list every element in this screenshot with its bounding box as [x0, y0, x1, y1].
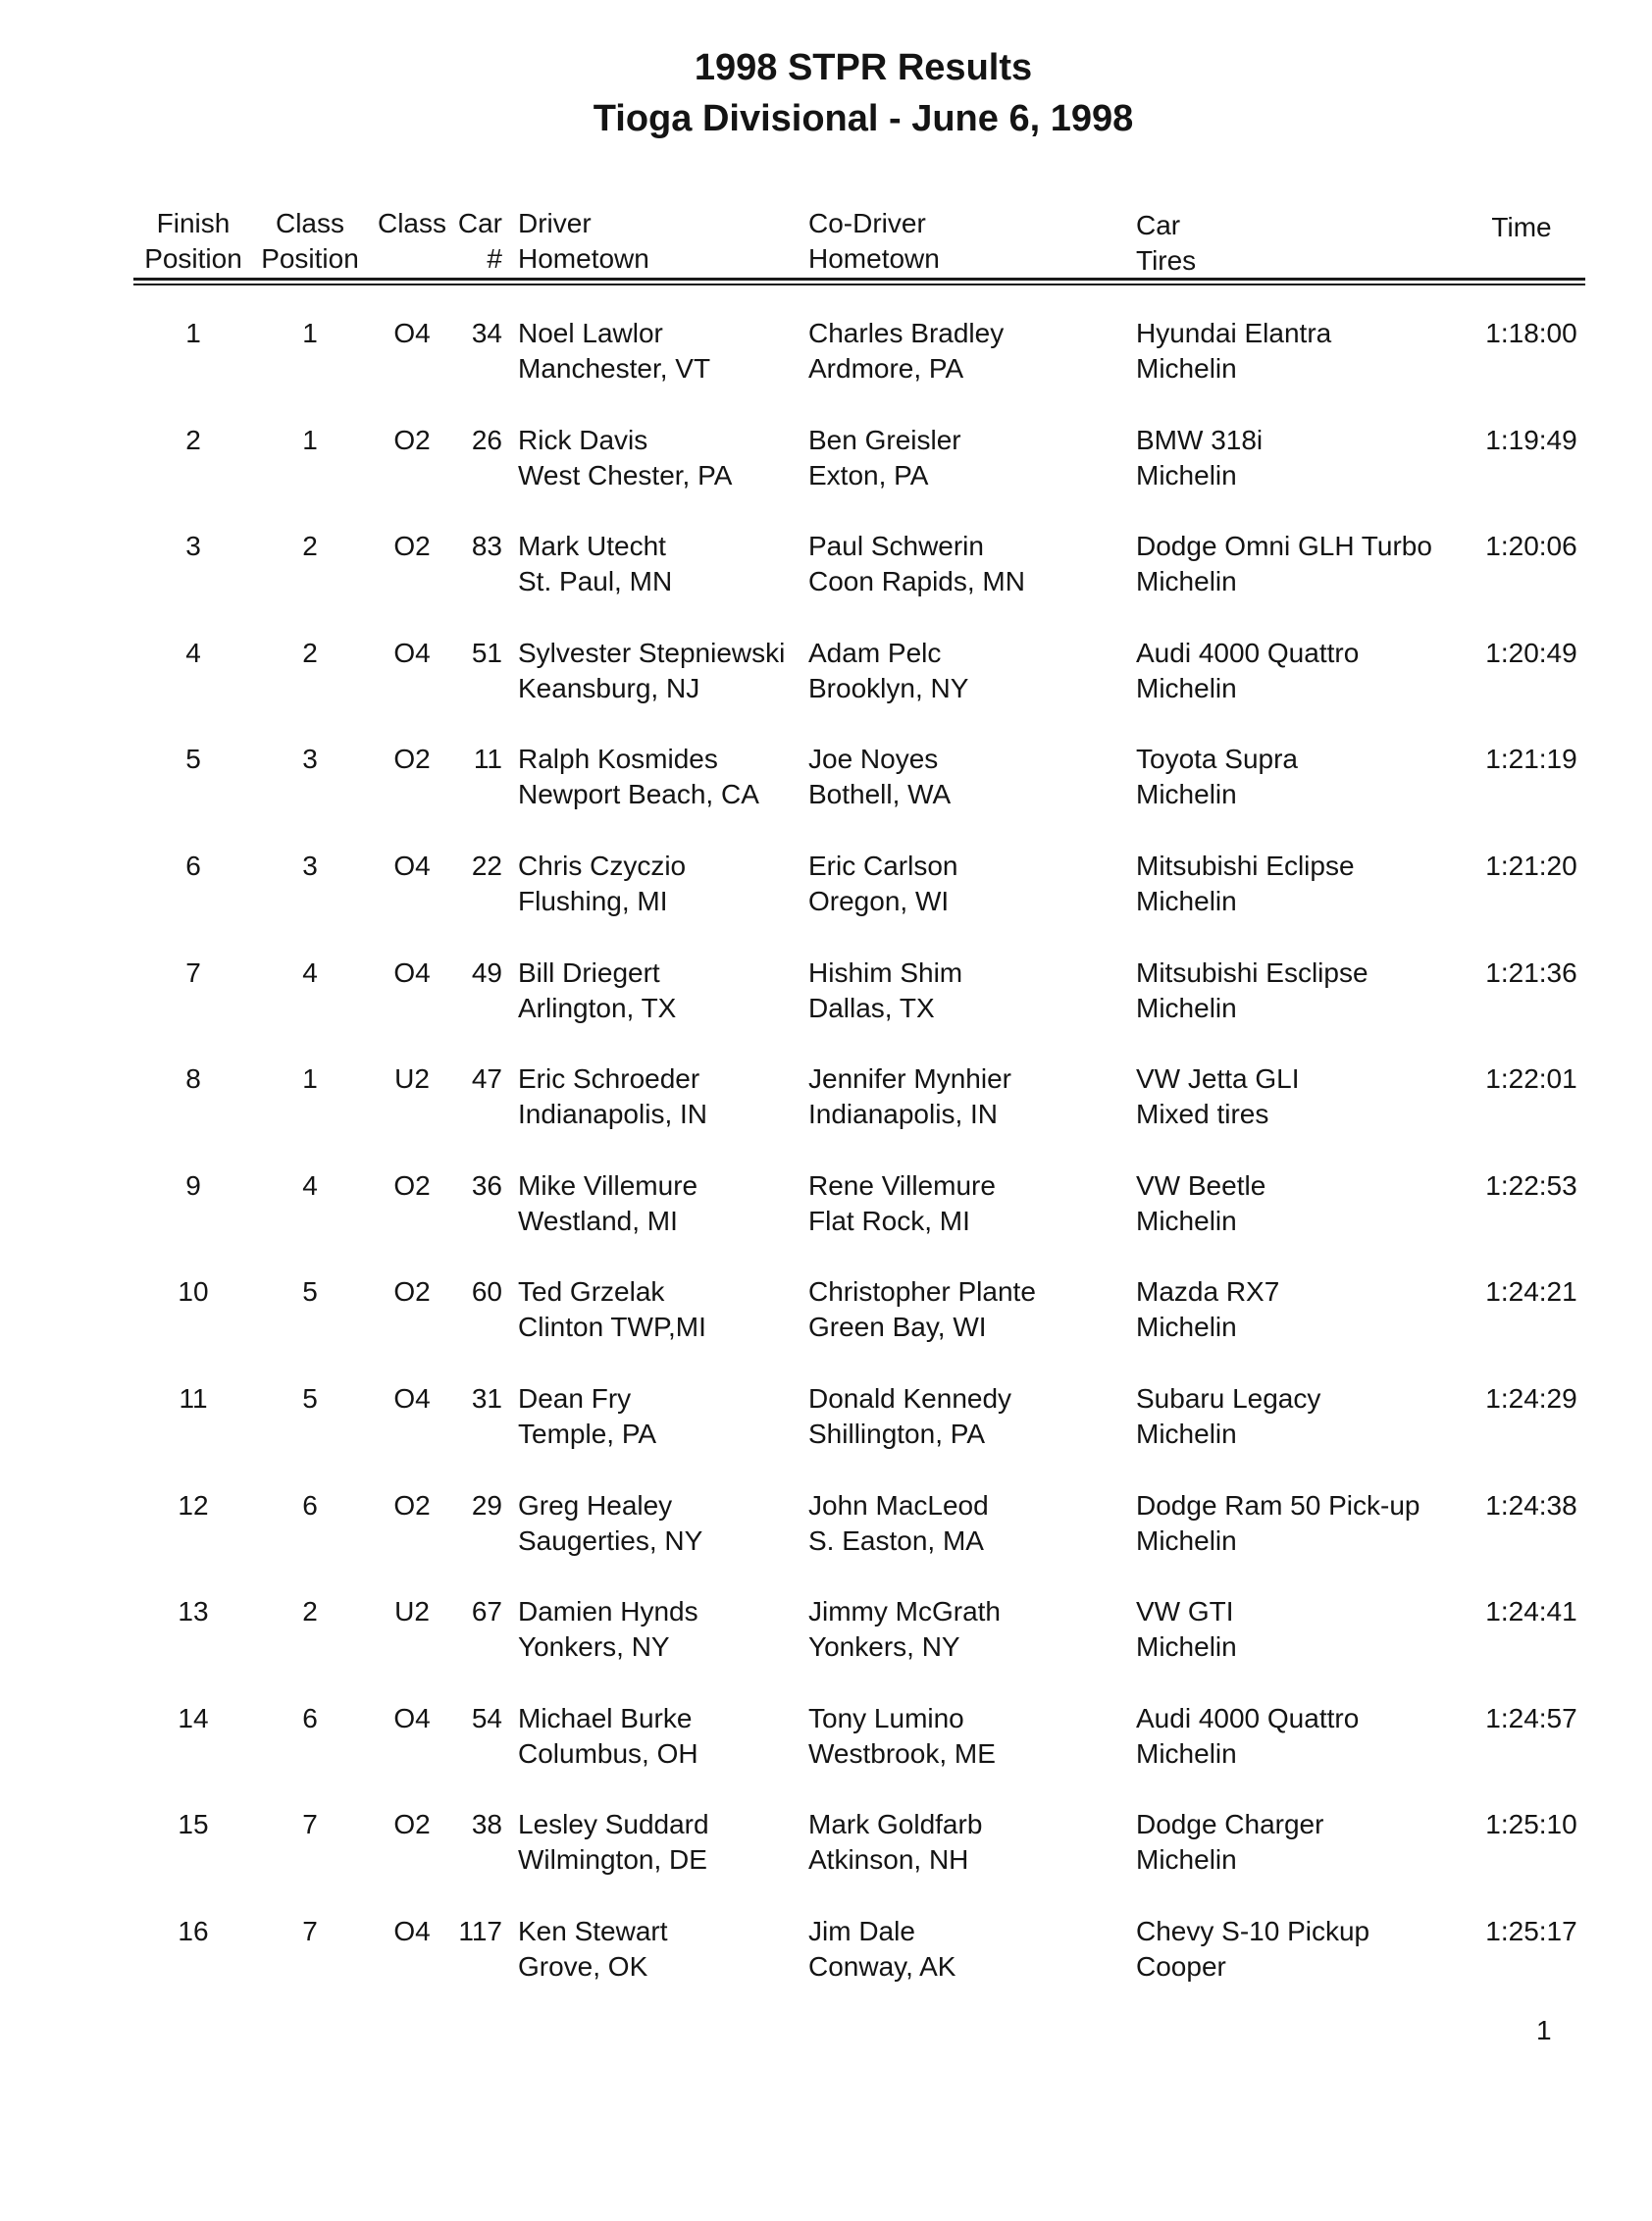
tires: Michelin — [1136, 460, 1237, 491]
car-tires-cell — [1136, 1488, 1420, 1559]
class: U2 — [394, 1063, 430, 1094]
table-row — [0, 742, 1652, 820]
header-class-position-line2: Position — [261, 243, 359, 274]
driver-cell — [518, 1274, 706, 1345]
table-row — [0, 636, 1652, 714]
header-divider — [133, 278, 1585, 281]
driver-name: Noel Lawlor — [518, 318, 663, 348]
driver-cell — [518, 529, 672, 599]
tires: Michelin — [1136, 1419, 1237, 1449]
car-number: 26 — [471, 425, 502, 455]
driver-hometown: Arlington, TX — [518, 993, 677, 1023]
car-number: 60 — [471, 1276, 502, 1307]
tires: Michelin — [1136, 779, 1237, 809]
table-row — [0, 1381, 1652, 1460]
finish-time: 1:21:20 — [1485, 851, 1577, 881]
car-number: 29 — [471, 1490, 502, 1521]
finish-time: 1:22:01 — [1485, 1063, 1577, 1094]
car-number: 51 — [471, 638, 502, 668]
class-position: 6 — [302, 1703, 318, 1733]
codriver-hometown: Shillington, PA — [808, 1419, 986, 1449]
driver-name: Sylvester Stepniewski — [518, 638, 786, 668]
driver-hometown: Wilmington, DE — [518, 1844, 707, 1875]
finish-time: 1:24:29 — [1485, 1383, 1577, 1414]
finish-position: 7 — [185, 957, 201, 988]
codriver-hometown: Westbrook, ME — [808, 1738, 996, 1769]
codriver-cell — [808, 1381, 1011, 1452]
driver-name: Ted Grzelak — [518, 1276, 665, 1307]
codriver-cell — [808, 1914, 955, 1985]
class: O2 — [393, 1276, 431, 1307]
driver-name: Lesley Suddard — [518, 1809, 709, 1839]
codriver-cell — [808, 956, 962, 1026]
car-model: Hyundai Elantra — [1136, 318, 1332, 348]
document-title: 1998 STPR Results — [694, 47, 1033, 88]
finish-time: 1:19:49 — [1485, 425, 1577, 455]
driver-name: Chris Czyczio — [518, 851, 687, 881]
car-model: Audi 4000 Quattro — [1136, 638, 1360, 668]
driver-cell — [518, 1488, 702, 1559]
finish-time: 1:18:00 — [1485, 318, 1577, 348]
table-row — [0, 1168, 1652, 1247]
finish-time: 1:25:17 — [1485, 1916, 1577, 1946]
codriver-name: Hishim Shim — [808, 957, 963, 988]
tires: Michelin — [1136, 1738, 1237, 1769]
finish-time: 1:21:36 — [1485, 957, 1577, 988]
tires: Michelin — [1136, 993, 1237, 1023]
car-tires-cell — [1136, 423, 1263, 493]
car-model: Mitsubishi Eclipse — [1136, 851, 1355, 881]
car-tires-cell — [1136, 1701, 1359, 1772]
class-position: 4 — [302, 957, 318, 988]
driver-cell — [518, 1594, 698, 1665]
car-number: 49 — [471, 957, 502, 988]
codriver-cell — [808, 1488, 989, 1559]
driver-cell — [518, 1807, 709, 1878]
car-tires-cell — [1136, 1168, 1265, 1239]
codriver-name: Ben Greisler — [808, 425, 961, 455]
finish-time: 1:24:57 — [1485, 1703, 1577, 1733]
header-car-tires-line1: Car — [1136, 210, 1181, 240]
table-row — [0, 423, 1652, 501]
car-tires-cell — [1136, 849, 1355, 919]
car-tires-cell — [1136, 1274, 1279, 1345]
driver-name: Damien Hynds — [518, 1596, 698, 1627]
finish-position: 16 — [178, 1916, 209, 1946]
class: O2 — [393, 1809, 431, 1839]
car-tires-cell — [1136, 1061, 1300, 1132]
tires: Michelin — [1136, 566, 1237, 596]
header-finish-position — [141, 206, 245, 277]
car-model: VW Jetta GLI — [1136, 1063, 1300, 1094]
codriver-name: Joe Noyes — [808, 744, 939, 774]
finish-time: 1:24:41 — [1485, 1596, 1577, 1627]
header-time: Time — [1491, 212, 1552, 242]
header-finish-line1: Finish — [156, 208, 231, 238]
driver-hometown: Newport Beach, CA — [518, 779, 759, 809]
driver-name: Mike Villemure — [518, 1170, 698, 1201]
class-position: 6 — [302, 1490, 318, 1521]
class: O2 — [393, 1170, 431, 1201]
codriver-cell — [808, 1594, 1001, 1665]
car-tires-cell — [1136, 1807, 1323, 1878]
codriver-cell — [808, 742, 951, 812]
driver-hometown: West Chester, PA — [518, 460, 733, 491]
codriver-hometown: Bothell, WA — [808, 779, 952, 809]
finish-position: 12 — [178, 1490, 209, 1521]
codriver-cell — [808, 423, 961, 493]
car-model: Subaru Legacy — [1136, 1383, 1321, 1414]
driver-cell — [518, 1061, 707, 1132]
codriver-name: Jim Dale — [808, 1916, 915, 1946]
driver-cell — [518, 956, 676, 1026]
finish-position: 11 — [179, 1383, 208, 1414]
driver-hometown: Yonkers, NY — [518, 1631, 670, 1662]
finish-time: 1:20:49 — [1485, 638, 1577, 668]
table-row — [0, 1488, 1652, 1567]
tires: Michelin — [1136, 1206, 1237, 1236]
finish-position: 8 — [185, 1063, 201, 1094]
codriver-hometown: Flat Rock, MI — [808, 1206, 970, 1236]
tires: Michelin — [1136, 1844, 1237, 1875]
car-number: 36 — [471, 1170, 502, 1201]
finish-position: 9 — [185, 1170, 201, 1201]
car-tires-cell — [1136, 529, 1432, 599]
codriver-cell — [808, 1701, 996, 1772]
driver-name: Michael Burke — [518, 1703, 693, 1733]
codriver-hometown: Dallas, TX — [808, 993, 935, 1023]
car-number: 11 — [473, 744, 502, 774]
finish-position: 1 — [185, 318, 201, 348]
codriver-cell — [808, 636, 968, 706]
tires: Mixed tires — [1136, 1099, 1269, 1129]
table-row — [0, 1701, 1652, 1780]
car-number: 38 — [471, 1809, 502, 1839]
tires: Michelin — [1136, 1631, 1237, 1662]
car-tires-cell — [1136, 636, 1359, 706]
finish-position: 10 — [178, 1276, 209, 1307]
codriver-hometown: Conway, AK — [808, 1951, 956, 1982]
header-driver-line2: Hometown — [518, 243, 649, 274]
codriver-hometown: Coon Rapids, MN — [808, 566, 1025, 596]
finish-position: 6 — [185, 851, 201, 881]
driver-cell — [518, 316, 710, 387]
header-divider-double — [133, 284, 1585, 285]
header-driver — [518, 206, 649, 277]
car-tires-cell — [1136, 742, 1298, 812]
header-driver-line1: Driver — [518, 208, 592, 238]
driver-name: Bill Driegert — [518, 957, 660, 988]
driver-name: Dean Fry — [518, 1383, 632, 1414]
class-position: 1 — [302, 1063, 318, 1094]
driver-name: Eric Schroeder — [518, 1063, 700, 1094]
class: O4 — [393, 851, 431, 881]
driver-hometown: Saugerties, NY — [518, 1525, 703, 1556]
codriver-name: John MacLeod — [808, 1490, 989, 1521]
codriver-name: Charles Bradley — [808, 318, 1005, 348]
tires: Michelin — [1136, 1525, 1237, 1556]
car-tires-cell — [1136, 1594, 1237, 1665]
header-codriver-line1: Co-Driver — [808, 208, 926, 238]
car-model: Dodge Omni GLH Turbo — [1136, 531, 1432, 561]
car-number: 67 — [471, 1596, 502, 1627]
table-row — [0, 316, 1652, 394]
class-position: 5 — [302, 1383, 318, 1414]
finish-position: 13 — [178, 1596, 209, 1627]
tires: Michelin — [1136, 353, 1237, 384]
driver-cell — [518, 742, 759, 812]
driver-cell — [518, 636, 785, 706]
car-number: 83 — [471, 531, 502, 561]
class-position: 7 — [302, 1809, 318, 1839]
driver-cell — [518, 1914, 668, 1985]
car-number: 117 — [458, 1916, 502, 1946]
page-number: 1 — [1536, 2015, 1552, 2045]
car-tires-cell — [1136, 316, 1331, 387]
codriver-cell — [808, 1061, 1011, 1132]
driver-hometown: Temple, PA — [518, 1419, 657, 1449]
tires: Michelin — [1136, 673, 1237, 703]
driver-hometown: Indianapolis, IN — [518, 1099, 708, 1129]
codriver-hometown: Brooklyn, NY — [808, 673, 969, 703]
class: O4 — [393, 638, 431, 668]
table-row — [0, 1594, 1652, 1673]
table-row — [0, 529, 1652, 607]
finish-time: 1:24:38 — [1485, 1490, 1577, 1521]
codriver-cell — [808, 849, 957, 919]
class: O2 — [393, 744, 431, 774]
codriver-name: Eric Carlson — [808, 851, 958, 881]
car-model: VW GTI — [1136, 1596, 1234, 1627]
codriver-name: Rene Villemure — [808, 1170, 996, 1201]
driver-cell — [518, 849, 686, 919]
driver-hometown: Westland, MI — [518, 1206, 678, 1236]
table-row — [0, 1807, 1652, 1885]
car-number: 34 — [471, 318, 502, 348]
codriver-cell — [808, 1807, 982, 1878]
car-number: 54 — [471, 1703, 502, 1733]
class: O4 — [393, 1383, 431, 1414]
driver-name: Mark Utecht — [518, 531, 666, 561]
class-position: 2 — [302, 638, 318, 668]
class: O4 — [393, 1916, 431, 1946]
class: U2 — [394, 1596, 430, 1627]
codriver-name: Tony Lumino — [808, 1703, 964, 1733]
car-model: Chevy S-10 Pickup — [1136, 1916, 1370, 1946]
car-model: Toyota Supra — [1136, 744, 1298, 774]
table-row — [0, 849, 1652, 927]
class: O2 — [393, 1490, 431, 1521]
driver-hometown: Flushing, MI — [518, 886, 668, 916]
finish-position: 2 — [185, 425, 201, 455]
class: O4 — [393, 318, 431, 348]
table-row — [0, 1061, 1652, 1140]
class-position: 1 — [302, 318, 318, 348]
codriver-name: Mark Goldfarb — [808, 1809, 983, 1839]
class-position: 1 — [302, 425, 318, 455]
codriver-cell — [808, 1274, 1036, 1345]
header-car-tires-line2: Tires — [1136, 245, 1197, 276]
codriver-cell — [808, 529, 1025, 599]
car-model: BMW 318i — [1136, 425, 1264, 455]
driver-name: Ken Stewart — [518, 1916, 668, 1946]
table-row — [0, 1274, 1652, 1353]
driver-hometown: Columbus, OH — [518, 1738, 698, 1769]
finish-time: 1:24:21 — [1485, 1276, 1577, 1307]
codriver-hometown: S. Easton, MA — [808, 1525, 984, 1556]
header-car-tires — [1136, 208, 1196, 279]
codriver-hometown: Indianapolis, IN — [808, 1099, 999, 1129]
codriver-name: Jimmy McGrath — [808, 1596, 1001, 1627]
header-car-number — [455, 206, 502, 277]
driver-cell — [518, 1381, 656, 1452]
driver-cell — [518, 423, 732, 493]
driver-hometown: Clinton TWP,MI — [518, 1312, 706, 1342]
class: O2 — [393, 425, 431, 455]
car-number: 47 — [471, 1063, 502, 1094]
codriver-hometown: Ardmore, PA — [808, 353, 964, 384]
finish-position: 4 — [185, 638, 201, 668]
car-model: Mitsubishi Esclipse — [1136, 957, 1368, 988]
finish-position: 15 — [178, 1809, 209, 1839]
codriver-name: Paul Schwerin — [808, 531, 984, 561]
table-row — [0, 956, 1652, 1034]
class-position: 3 — [302, 851, 318, 881]
class: O4 — [393, 957, 431, 988]
class: O4 — [393, 1703, 431, 1733]
codriver-cell — [808, 1168, 996, 1239]
class-position: 4 — [302, 1170, 318, 1201]
class-position: 2 — [302, 1596, 318, 1627]
car-number: 22 — [471, 851, 502, 881]
codriver-name: Donald Kennedy — [808, 1383, 1012, 1414]
car-model: Audi 4000 Quattro — [1136, 1703, 1360, 1733]
driver-name: Ralph Kosmides — [518, 744, 718, 774]
class-position: 7 — [302, 1916, 318, 1946]
driver-hometown: Manchester, VT — [518, 353, 711, 384]
header-class-position — [259, 206, 361, 277]
car-model: VW Beetle — [1136, 1170, 1266, 1201]
finish-position: 5 — [185, 744, 201, 774]
tires: Cooper — [1136, 1951, 1226, 1982]
driver-name: Greg Healey — [518, 1490, 673, 1521]
codriver-hometown: Green Bay, WI — [808, 1312, 987, 1342]
header-car-line2: # — [487, 243, 502, 274]
class: O2 — [393, 531, 431, 561]
table-row — [0, 1914, 1652, 1992]
car-number: 31 — [471, 1383, 502, 1414]
finish-time: 1:21:19 — [1485, 744, 1577, 774]
car-tires-cell — [1136, 1381, 1320, 1452]
driver-hometown: Keansburg, NJ — [518, 673, 700, 703]
finish-position: 14 — [178, 1703, 209, 1733]
codriver-hometown: Exton, PA — [808, 460, 929, 491]
codriver-name: Adam Pelc — [808, 638, 942, 668]
finish-time: 1:22:53 — [1485, 1170, 1577, 1201]
car-model: Dodge Charger — [1136, 1809, 1324, 1839]
document-subtitle: Tioga Divisional - June 6, 1998 — [593, 98, 1134, 139]
driver-cell — [518, 1701, 698, 1772]
class-position: 3 — [302, 744, 318, 774]
codriver-hometown: Oregon, WI — [808, 886, 950, 916]
driver-hometown: St. Paul, MN — [518, 566, 673, 596]
header-finish-line2: Position — [144, 243, 242, 274]
finish-position: 3 — [185, 531, 201, 561]
header-car-line1: Car — [457, 208, 502, 238]
header-class-position-line1: Class — [275, 208, 344, 238]
driver-cell — [518, 1168, 697, 1239]
finish-time: 1:20:06 — [1485, 531, 1577, 561]
driver-hometown: Grove, OK — [518, 1951, 648, 1982]
car-tires-cell — [1136, 956, 1368, 1026]
class-position: 2 — [302, 531, 318, 561]
tires: Michelin — [1136, 1312, 1237, 1342]
tires: Michelin — [1136, 886, 1237, 916]
car-model: Dodge Ram 50 Pick-up — [1136, 1490, 1420, 1521]
codriver-hometown: Atkinson, NH — [808, 1844, 969, 1875]
finish-time: 1:25:10 — [1485, 1809, 1577, 1839]
header-class: Class — [377, 208, 446, 238]
car-tires-cell — [1136, 1914, 1369, 1985]
driver-name: Rick Davis — [518, 425, 648, 455]
codriver-hometown: Yonkers, NY — [808, 1631, 960, 1662]
header-codriver-line2: Hometown — [808, 243, 940, 274]
header-codriver — [808, 206, 940, 277]
class-position: 5 — [302, 1276, 318, 1307]
car-model: Mazda RX7 — [1136, 1276, 1280, 1307]
codriver-cell — [808, 316, 1004, 387]
codriver-name: Jennifer Mynhier — [808, 1063, 1011, 1094]
codriver-name: Christopher Plante — [808, 1276, 1036, 1307]
